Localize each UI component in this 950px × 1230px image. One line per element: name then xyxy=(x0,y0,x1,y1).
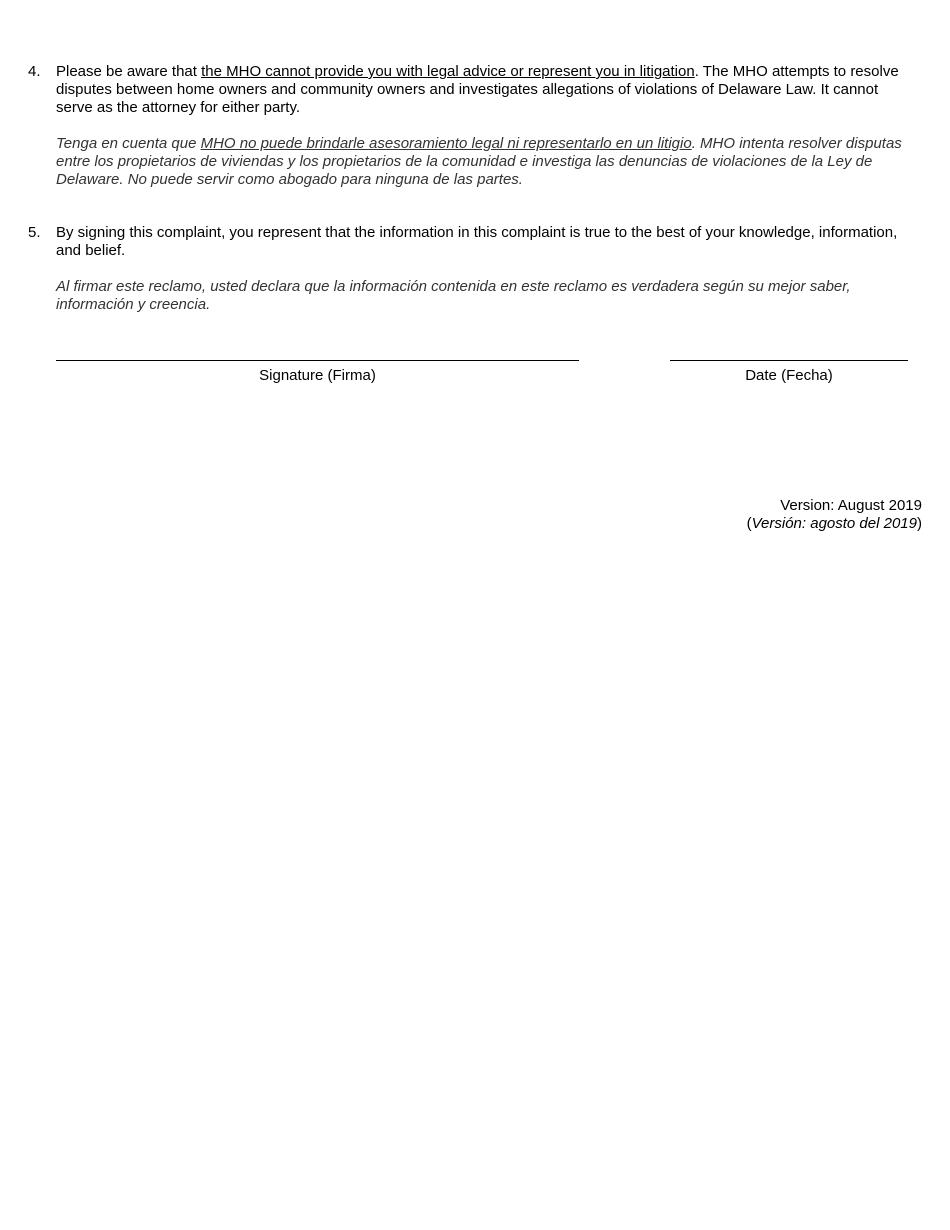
item-4 xyxy=(28,63,928,189)
item-4-number: 4. xyxy=(28,63,41,80)
item-4-english-text: Please be aware that the MHO cannot provide you with legal advice or represent you in litigation. The MHO attempts to resolve disputes between home owners and community owners and investigates allegations of violations of Delaware Law. It cannot serve as the attorney for either party. xyxy=(56,63,899,116)
date-label: Date (Fecha) xyxy=(745,367,833,384)
item-5 xyxy=(28,224,928,314)
version-block xyxy=(747,497,922,533)
item-5-number: 5. xyxy=(28,224,41,241)
item-4-spanish-underlined: MHO no puede brindarle asesoramiento legal ni representarlo en un litigio xyxy=(200,135,692,152)
item-4-spanish-text: Tenga en cuenta que MHO no puede brindarle asesoramiento legal ni representarlo en un litigio. MHO intenta resolver disputas entre los propietarios de viviendas y los propietarios de la comunidad e investiga las denuncias de violaciones de la Ley de Delaware. No puede servir como abogado para ninguna de las partes. xyxy=(56,135,902,188)
item-4-english-underlined: the MHO cannot provide you with legal advice or represent you in litigation xyxy=(201,63,695,80)
item-5-spanish-text: Al firmar este reclamo, usted declara que la información contenida en este reclamo es verdadera según su mejor saber, información y creencia. xyxy=(56,278,851,313)
signature-label: Signature (Firma) xyxy=(259,367,376,384)
date-line[interactable] xyxy=(670,360,908,361)
item-5-english-text: By signing this complaint, you represent that the information in this complaint is true to the best of your knowledge, information, and belief. xyxy=(56,224,898,259)
version-spanish: (Versión: agosto del 2019) xyxy=(746,515,922,532)
signature-line[interactable] xyxy=(56,360,579,361)
version-english: Version: August 2019 xyxy=(780,497,922,514)
